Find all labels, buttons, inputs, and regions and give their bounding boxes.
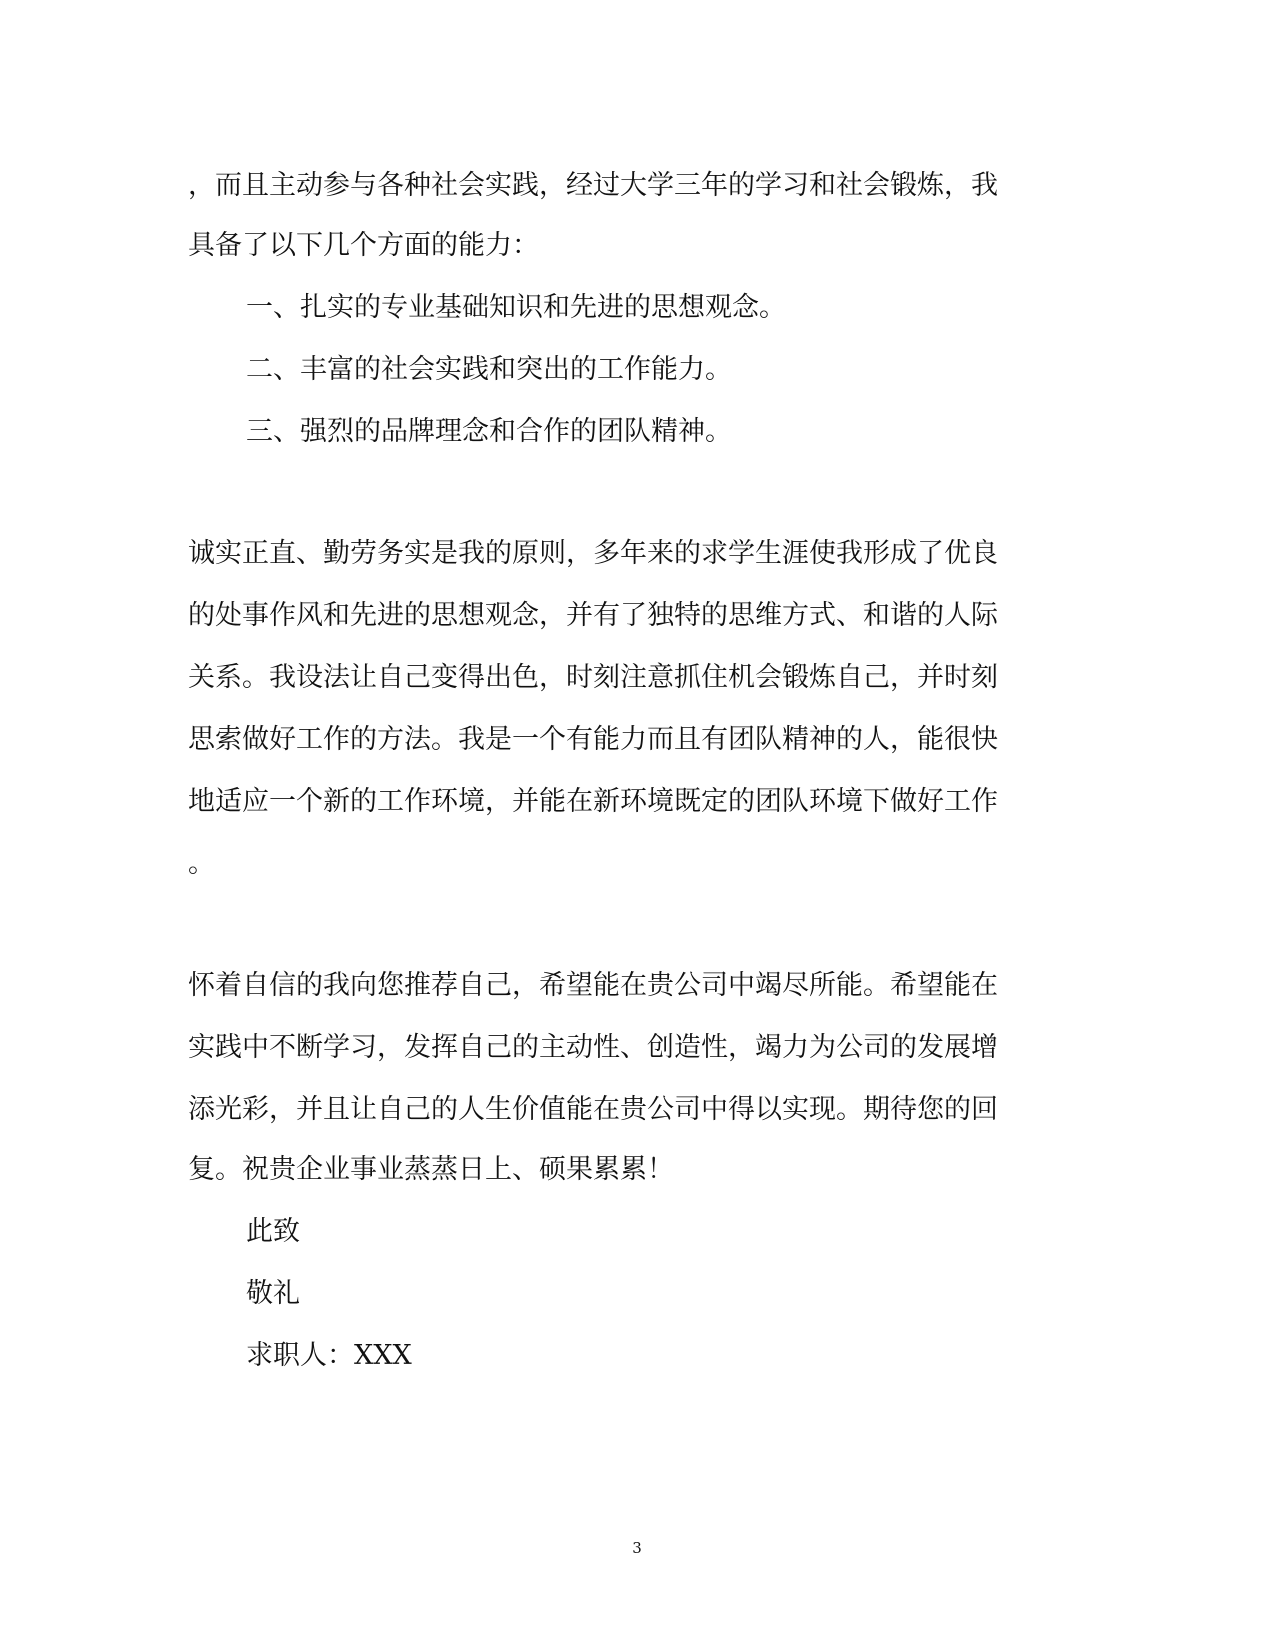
paragraph-2-line-5: 地适应一个新的工作环境，并能在新环境既定的团队环境下做好工作: [188, 786, 998, 817]
paragraph-2-line-6: 。: [188, 848, 215, 879]
page-number: 3: [632, 1539, 642, 1557]
closing-respect: 敬礼: [246, 1278, 300, 1309]
paragraph-3-line-2: 实践中不断学习，发挥自己的主动性、创造性，竭力为公司的发展增: [188, 1032, 998, 1063]
paragraph-2-line-3: 关系。我设法让自己变得出色，时刻注意抓住机会锻炼自己，并时刻: [188, 662, 998, 693]
paragraph-2-line-2: 的处事作风和先进的思想观念，并有了独特的思维方式、和谐的人际: [188, 600, 998, 631]
paragraph-1-line-2: 具备了以下几个方面的能力：: [188, 230, 539, 261]
ability-item-3: 三、强烈的品牌理念和合作的团队精神。: [246, 416, 732, 447]
paragraph-3-line-4: 复。祝贵企业事业蒸蒸日上、硕果累累！: [188, 1154, 674, 1185]
ability-item-1: 一、扎实的专业基础知识和先进的思想观念。: [246, 292, 786, 323]
paragraph-2-line-4: 思索做好工作的方法。我是一个有能力而且有团队精神的人，能很快: [188, 724, 998, 755]
ability-item-2: 二、丰富的社会实践和突出的工作能力。: [246, 354, 732, 385]
closing-signature: 求职人：XXX: [246, 1340, 412, 1371]
paragraph-3-line-3: 添光彩，并且让自己的人生价值能在贵公司中得以实现。期待您的回: [188, 1094, 998, 1125]
closing-salutation: 此致: [246, 1216, 300, 1247]
paragraph-3-line-1: 怀着自信的我向您推荐自己，希望能在贵公司中竭尽所能。希望能在: [188, 970, 998, 1001]
paragraph-1-line-1: ，而且主动参与各种社会实践，经过大学三年的学习和社会锻炼，我: [188, 170, 998, 201]
paragraph-2-line-1: 诚实正直、勤劳务实是我的原则，多年来的求学生涯使我形成了优良: [188, 538, 998, 569]
